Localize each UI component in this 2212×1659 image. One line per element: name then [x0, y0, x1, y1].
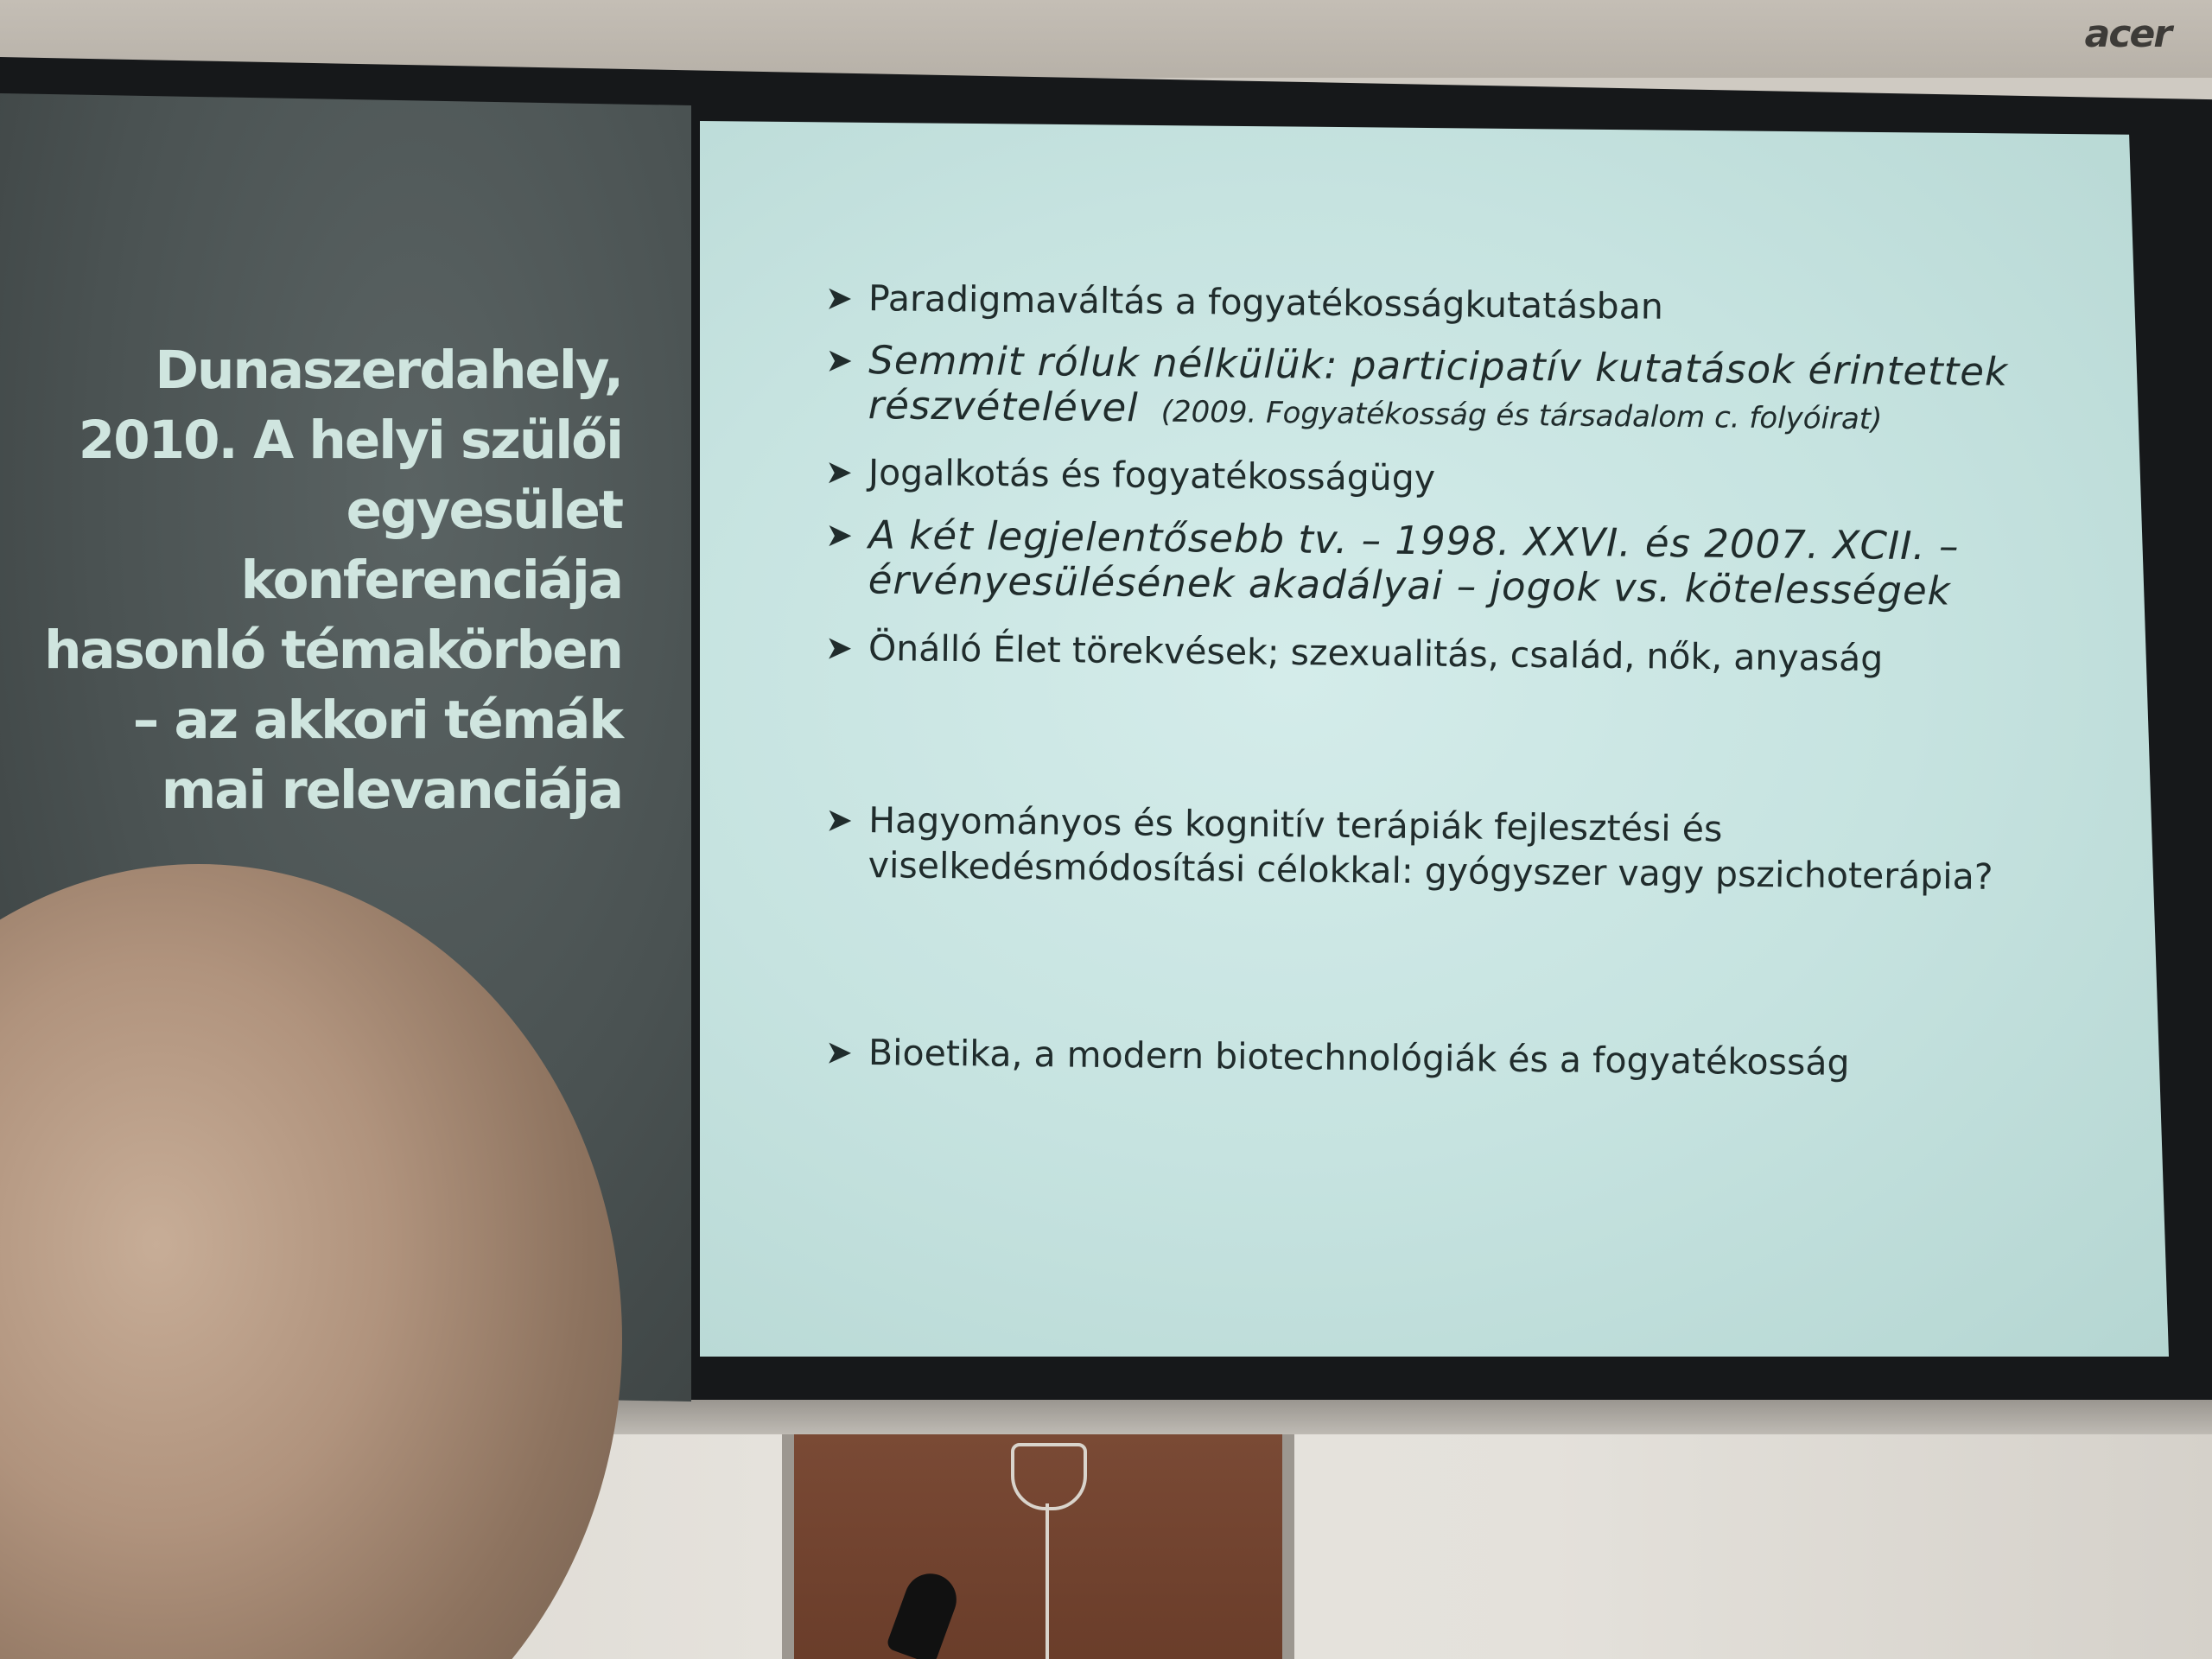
- projector-brand-logo: acer: [2084, 12, 2171, 56]
- bullet-text: Hagyományos és kognitív terápiák fejlesztési és: [868, 799, 1723, 850]
- arrow-bullet-icon: ➤: [824, 453, 854, 492]
- bullet-text: viselkedésmódosítási célokkal: gyógyszer vagy pszichoterápia?: [868, 844, 1993, 898]
- bullet-item: [825, 512, 1960, 614]
- bullet-item: [824, 276, 1664, 329]
- bullet-item: [824, 450, 1436, 501]
- bullet-note: (2009. Fogyatékosság és társadalom c. folyóirat): [1160, 394, 1883, 437]
- bullet-text: Semmit róluk nélkülük: participatív kutatások érintettek: [868, 337, 2009, 395]
- bullet-item: [824, 626, 1884, 681]
- bullet-text: érvényesülésének akadályai – jogok vs. kötelességek: [868, 556, 1952, 614]
- bullet-text: Paradigmaváltás a fogyatékosságkutatásban: [868, 277, 1664, 327]
- bullet-item: [824, 1030, 1850, 1085]
- arrow-bullet-icon: ➤: [824, 628, 854, 667]
- bullet-item: [825, 798, 1993, 899]
- arrow-bullet-icon: ➤: [824, 1033, 854, 1071]
- bullet-text: Bioetika, a modern biotechnológiák és a fogyatékosság: [868, 1032, 1850, 1084]
- arrow-bullet-icon: ➤: [825, 515, 854, 555]
- arrow-bullet-icon: ➤: [824, 278, 854, 317]
- left-panel-title: Dunaszerdahely, 2010. A helyi szülői egyesület konferenciája hasonló témakörben – az akkori témák mai relevanciája: [44, 340, 622, 821]
- bullet-text: részvételével: [868, 382, 1139, 431]
- bullet-text: Jogalkotás és fogyatékosságügy: [868, 451, 1436, 499]
- bullet-item: [825, 337, 2009, 443]
- arrow-bullet-icon: ➤: [825, 340, 854, 379]
- bullet-text: Önálló Élet törekvések; szexualitás, család, nők, anyaság: [868, 626, 1884, 680]
- bullet-text: A két legjelentősebb tv. – 1998. XXVI. és 2007. XCII. –: [868, 512, 1960, 569]
- arrow-bullet-icon: ➤: [825, 800, 854, 839]
